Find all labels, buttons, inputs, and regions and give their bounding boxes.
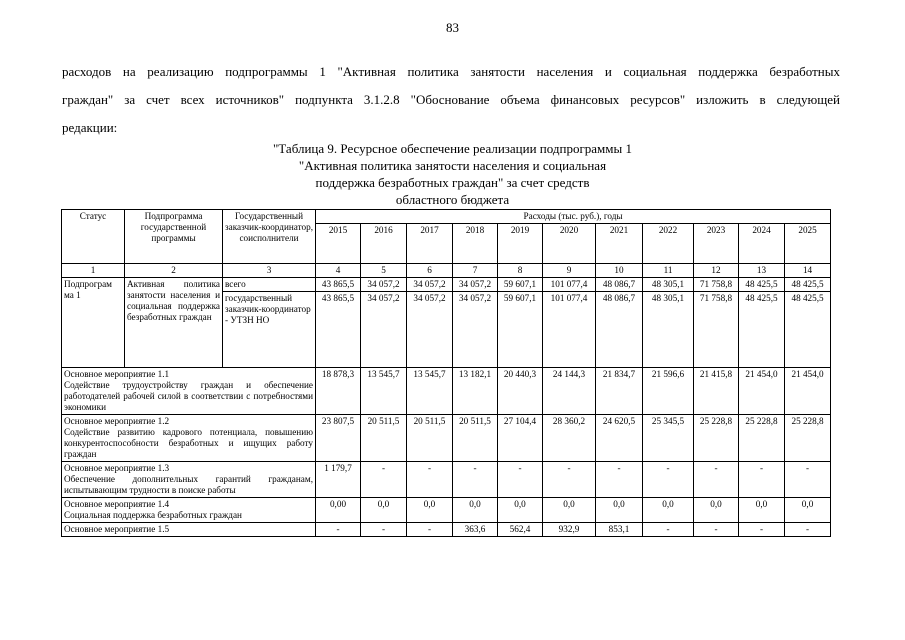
year-header: 2021 (596, 224, 643, 264)
value-cell: 363,6 (453, 523, 498, 537)
value-cell: 43 865,5 (316, 292, 361, 368)
value-cell: 59 607,1 (498, 292, 543, 368)
value-cell: 0,0 (361, 498, 407, 523)
value-cell: 34 057,2 (407, 292, 453, 368)
value-cell: - (361, 462, 407, 498)
subprogram-status: Подпрограм ма 1 (62, 278, 125, 368)
value-cell: 48 086,7 (596, 278, 643, 292)
value-cell: 48 086,7 (596, 292, 643, 368)
measure-title: Основное мероприятие 1.1 (64, 369, 170, 379)
year-header: 2023 (694, 224, 739, 264)
column-number: 2 (125, 264, 223, 278)
value-cell: 34 057,2 (361, 292, 407, 368)
measure-row (62, 523, 831, 537)
value-cell: 932,9 (543, 523, 596, 537)
column-number: 7 (453, 264, 498, 278)
intro-line: граждан" за счет всех источников" подпункта 3.1.2.8 "Обоснование объема финансовых ресурсов" изложить в следующей (62, 92, 840, 107)
measure-title: Основное мероприятие 1.3 (64, 463, 170, 473)
caption-line: областного бюджета (395, 192, 510, 207)
value-cell: 0,0 (543, 498, 596, 523)
measure-text: Социальная поддержка безработных граждан (64, 510, 242, 520)
column-number-row (62, 264, 831, 278)
column-number: 8 (498, 264, 543, 278)
value-cell: 34 057,2 (407, 278, 453, 292)
value-cell: 20 511,5 (407, 415, 453, 462)
value-cell: 0,0 (596, 498, 643, 523)
value-cell: 13 545,7 (407, 368, 453, 415)
column-number: 6 (407, 264, 453, 278)
value-cell: 25 345,5 (643, 415, 694, 462)
value-cell: 23 807,5 (316, 415, 361, 462)
value-cell: 1 179,7 (316, 462, 361, 498)
value-cell: 27 104,4 (498, 415, 543, 462)
column-number: 11 (643, 264, 694, 278)
value-cell: 21 834,7 (596, 368, 643, 415)
measure-description (62, 498, 316, 523)
value-cell: 25 228,8 (739, 415, 785, 462)
value-cell: - (543, 462, 596, 498)
measure-title: Основное мероприятие 1.5 (64, 524, 170, 534)
year-header: 2020 (543, 224, 596, 264)
value-cell: 28 360,2 (543, 415, 596, 462)
year-header: 2018 (453, 224, 498, 264)
value-cell: 20 511,5 (453, 415, 498, 462)
value-cell: - (643, 462, 694, 498)
value-cell: 21 596,6 (643, 368, 694, 415)
column-number: 13 (739, 264, 785, 278)
value-cell: 853,1 (596, 523, 643, 537)
subprogram-name: Активная политика занятости населения и социальная поддержка безработных граждан (125, 278, 223, 368)
coordinator-label: государственный заказчик-координатор - УТЗН НО (223, 292, 316, 368)
value-cell: 101 077,4 (543, 278, 596, 292)
measure-title: Основное мероприятие 1.2 (64, 416, 170, 426)
value-cell: - (785, 462, 831, 498)
coordinator-label: всего (223, 278, 316, 292)
column-number: 9 (543, 264, 596, 278)
value-cell: - (643, 523, 694, 537)
value-cell: 0,0 (694, 498, 739, 523)
year-header: 2022 (643, 224, 694, 264)
value-cell: 48 425,5 (739, 292, 785, 368)
value-cell: - (316, 523, 361, 537)
header-status: Статус (62, 210, 125, 264)
measure-description (62, 368, 316, 415)
column-number: 10 (596, 264, 643, 278)
value-cell: 43 865,5 (316, 278, 361, 292)
column-number: 14 (785, 264, 831, 278)
value-cell: 21 415,8 (694, 368, 739, 415)
value-cell: 562,4 (498, 523, 543, 537)
page-number: 83 (446, 20, 459, 35)
value-cell: 0,0 (498, 498, 543, 523)
year-header: 2015 (316, 224, 361, 264)
value-cell: 21 454,0 (785, 368, 831, 415)
header-expenses: Расходы (тыс. руб.), годы (316, 210, 831, 224)
value-cell: 20 511,5 (361, 415, 407, 462)
value-cell: 18 878,3 (316, 368, 361, 415)
column-number: 3 (223, 264, 316, 278)
value-cell: 21 454,0 (739, 368, 785, 415)
value-cell: 25 228,8 (785, 415, 831, 462)
year-header: 2017 (407, 224, 453, 264)
measure-description (62, 415, 316, 462)
caption-line: поддержка безработных граждан" за счет средств (315, 175, 590, 190)
header-subprogram: Подпрограмма государственной программы (125, 210, 223, 264)
value-cell: 101 077,4 (543, 292, 596, 368)
measure-text: Содействие трудоустройству граждан и обеспечение работодателей рабочей силой в соответствии с потребностями экономики (64, 380, 313, 412)
value-cell: 25 228,8 (694, 415, 739, 462)
value-cell: 71 758,8 (694, 278, 739, 292)
intro-paragraph (62, 58, 840, 142)
column-number: 12 (694, 264, 739, 278)
value-cell: 0,0 (785, 498, 831, 523)
measure-row (62, 498, 831, 523)
column-number: 4 (316, 264, 361, 278)
value-cell: 59 607,1 (498, 278, 543, 292)
value-cell: - (407, 462, 453, 498)
value-cell: 0,0 (643, 498, 694, 523)
value-cell: 34 057,2 (453, 292, 498, 368)
value-cell: - (694, 462, 739, 498)
measure-title: Основное мероприятие 1.4 (64, 499, 170, 509)
year-header: 2019 (498, 224, 543, 264)
value-cell: 0,0 (407, 498, 453, 523)
intro-line: редакции: (62, 120, 118, 135)
value-cell: - (498, 462, 543, 498)
value-cell: - (361, 523, 407, 537)
measure-row (62, 462, 831, 498)
measure-description (62, 523, 316, 537)
value-cell: - (785, 523, 831, 537)
value-cell: 34 057,2 (453, 278, 498, 292)
measure-text: Содействие развитию кадрового потенциала, повышению конкурентоспособности безработных и ищущих работу граждан (64, 427, 313, 459)
year-header: 2025 (785, 224, 831, 264)
column-number: 1 (62, 264, 125, 278)
value-cell: - (453, 462, 498, 498)
value-cell: 24 620,5 (596, 415, 643, 462)
value-cell: 48 305,1 (643, 292, 694, 368)
header-row (62, 210, 831, 224)
resource-table (61, 209, 831, 537)
value-cell: 0,0 (453, 498, 498, 523)
subprogram-row (62, 278, 831, 292)
measure-text: Обеспечение дополнительных гарантий гражданам, испытывающим трудности в поиске работы (64, 474, 313, 495)
value-cell: 24 144,3 (543, 368, 596, 415)
value-cell: 71 758,8 (694, 292, 739, 368)
value-cell: 13 545,7 (361, 368, 407, 415)
caption-line: "Активная политика занятости населения и социальная (298, 158, 607, 173)
caption-line: "Таблица 9. Ресурсное обеспечение реализации подпрограммы 1 (273, 141, 632, 156)
measure-description (62, 462, 316, 498)
value-cell: 48 425,5 (785, 278, 831, 292)
year-header: 2016 (361, 224, 407, 264)
value-cell: - (694, 523, 739, 537)
value-cell: 20 440,3 (498, 368, 543, 415)
measure-row (62, 415, 831, 462)
value-cell: - (739, 523, 785, 537)
value-cell: 48 305,1 (643, 278, 694, 292)
value-cell: 48 425,5 (785, 292, 831, 368)
value-cell: - (407, 523, 453, 537)
value-cell: 0,0 (739, 498, 785, 523)
table-caption (0, 140, 905, 208)
value-cell: 0,00 (316, 498, 361, 523)
header-coordinator: Государственный заказчик-координатор, соисполнители (223, 210, 316, 264)
intro-line: расходов на реализацию подпрограммы 1 "Активная политика занятости населения и социальная поддержка безработных (62, 64, 840, 79)
value-cell: 48 425,5 (739, 278, 785, 292)
value-cell: - (739, 462, 785, 498)
value-cell: 34 057,2 (361, 278, 407, 292)
year-header: 2024 (739, 224, 785, 264)
column-number: 5 (361, 264, 407, 278)
value-cell: - (596, 462, 643, 498)
measure-row (62, 368, 831, 415)
value-cell: 13 182,1 (453, 368, 498, 415)
